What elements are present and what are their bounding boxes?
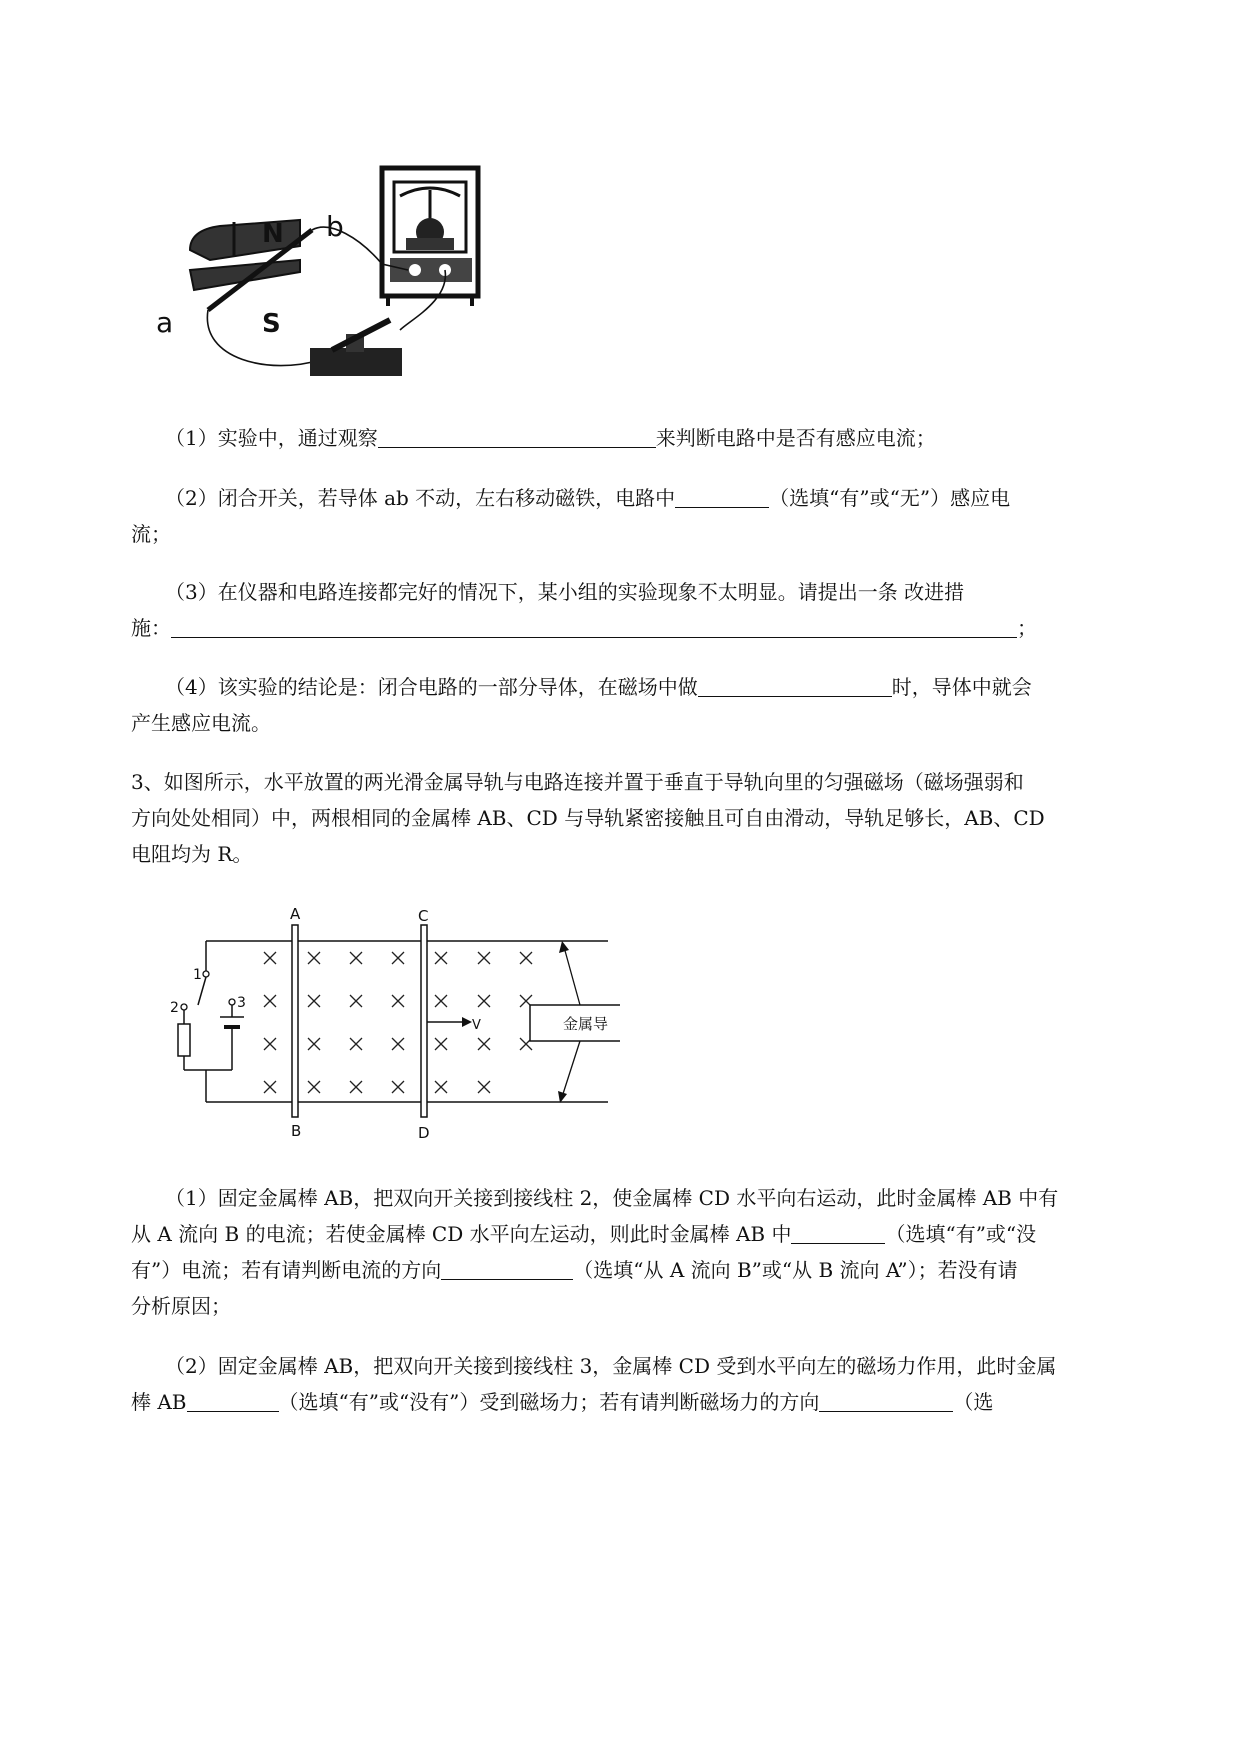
q2-part3-label: 施： [131, 616, 171, 640]
q3-part1-blank2[interactable] [441, 1259, 573, 1280]
q2-part4-cont: 产生感应电流。 [131, 711, 271, 735]
q3-part1-line4: 分析原因； [131, 1294, 231, 1318]
q3-intro-line2: 方向处处相同）中，两根相同的金属棒 AB、CD 与导轨紧密接触且可自由滑动，导轨足够长，AB、CD [131, 806, 1045, 830]
q3-part2-line2-mid: （选填“有”或“没有”）受到磁场力；若有请判断磁场力的方向 [278, 1390, 820, 1414]
q2-part4 [165, 673, 1032, 701]
label-S: S [262, 309, 281, 339]
label-D: D [418, 1124, 430, 1142]
label-terminal-3: 3 [237, 995, 246, 1011]
q3-intro-line3: 电阻均为 R。 [131, 842, 253, 866]
q2-part3-line1: （3）在仪器和电路连接都完好的情况下，某小组的实验现象不太明显。请提出一条 改进措 [165, 580, 965, 604]
q3-part1-line2-after: （选填“有”或“没 [885, 1222, 1037, 1246]
label-N: N [262, 219, 284, 249]
label-terminal-2: 2 [170, 1000, 179, 1016]
q3-part1-line2-text: 从 A 流向 B 的电流；若使金属棒 CD 水平向左运动，则此时金属棒 AB 中 [131, 1222, 792, 1246]
label-B: B [291, 1122, 302, 1140]
rail-circuit-figure [160, 895, 620, 1145]
q3-part2-line2 [131, 1388, 993, 1416]
q2-part2 [165, 484, 1010, 512]
induction-experiment-figure [150, 160, 500, 385]
label-velocity: V [472, 1018, 481, 1033]
label-C: C [418, 907, 429, 925]
q2-part4-text-after: 时，导体中就会 [891, 675, 1032, 699]
q2-part1-text-after: 来判断电路中是否有感应电流； [655, 426, 936, 450]
label-b: b [326, 210, 344, 243]
q2-part4-text: （4）该实验的结论是：闭合电路的一部分导体，在磁场中做 [165, 675, 698, 699]
q3-part1-line3 [131, 1256, 1018, 1284]
q3-part1-line3-after: （选填“从 A 流向 B”或“从 B 流向 A”）；若没有请 [573, 1258, 1018, 1282]
q2-part1-text: （1）实验中，通过观察 [165, 426, 378, 450]
q2-part1 [165, 424, 936, 452]
q2-part2-text-after: （选填“有”或“无”）感应电 [769, 486, 1011, 510]
label-terminal-1: 1 [193, 967, 202, 983]
q3-part1-blank1[interactable] [791, 1223, 885, 1244]
q2-part3-line2 [131, 614, 1037, 642]
q3-intro-line1: 3、如图所示，水平放置的两光滑金属导轨与电路连接并置于垂直于导轨向里的匀强磁场（磁场强弱和 [131, 770, 1024, 794]
q2-part2-blank[interactable] [675, 487, 769, 508]
q3-part2-line2-text: 棒 AB [131, 1390, 187, 1414]
q3-part2-line1: （2）固定金属棒 AB，把双向开关接到接线柱 3，金属棒 CD 受到水平向左的磁场力作用，此时金属 [165, 1354, 1057, 1378]
label-A: A [290, 905, 301, 923]
q3-part2-blank2[interactable] [819, 1391, 953, 1412]
q3-part1-line2 [131, 1220, 1036, 1248]
q3-part2-blank1[interactable] [187, 1391, 279, 1412]
q3-part1-line3-text: 有”）电流；若有请判断电流的方向 [131, 1258, 442, 1282]
q2-part2-cont: 流； [131, 522, 171, 546]
q3-part1-line1: （1）固定金属棒 AB，把双向开关接到接线柱 2，使金属棒 CD 水平向右运动，此时金属棒 AB 中有 [165, 1186, 1059, 1210]
q3-part2-line2-after: （选 [953, 1390, 994, 1414]
q2-part2-text: （2）闭合开关，若导体 ab 不动，左右移动磁铁，电路中 [165, 486, 676, 510]
label-a: a [156, 306, 174, 339]
q2-part4-blank[interactable] [698, 676, 892, 697]
q2-part3-blank[interactable] [171, 617, 1017, 638]
label-rail-box: 金属导 [563, 1015, 609, 1033]
q2-part1-blank[interactable] [378, 427, 656, 448]
q2-part3-end: ； [1017, 616, 1037, 640]
